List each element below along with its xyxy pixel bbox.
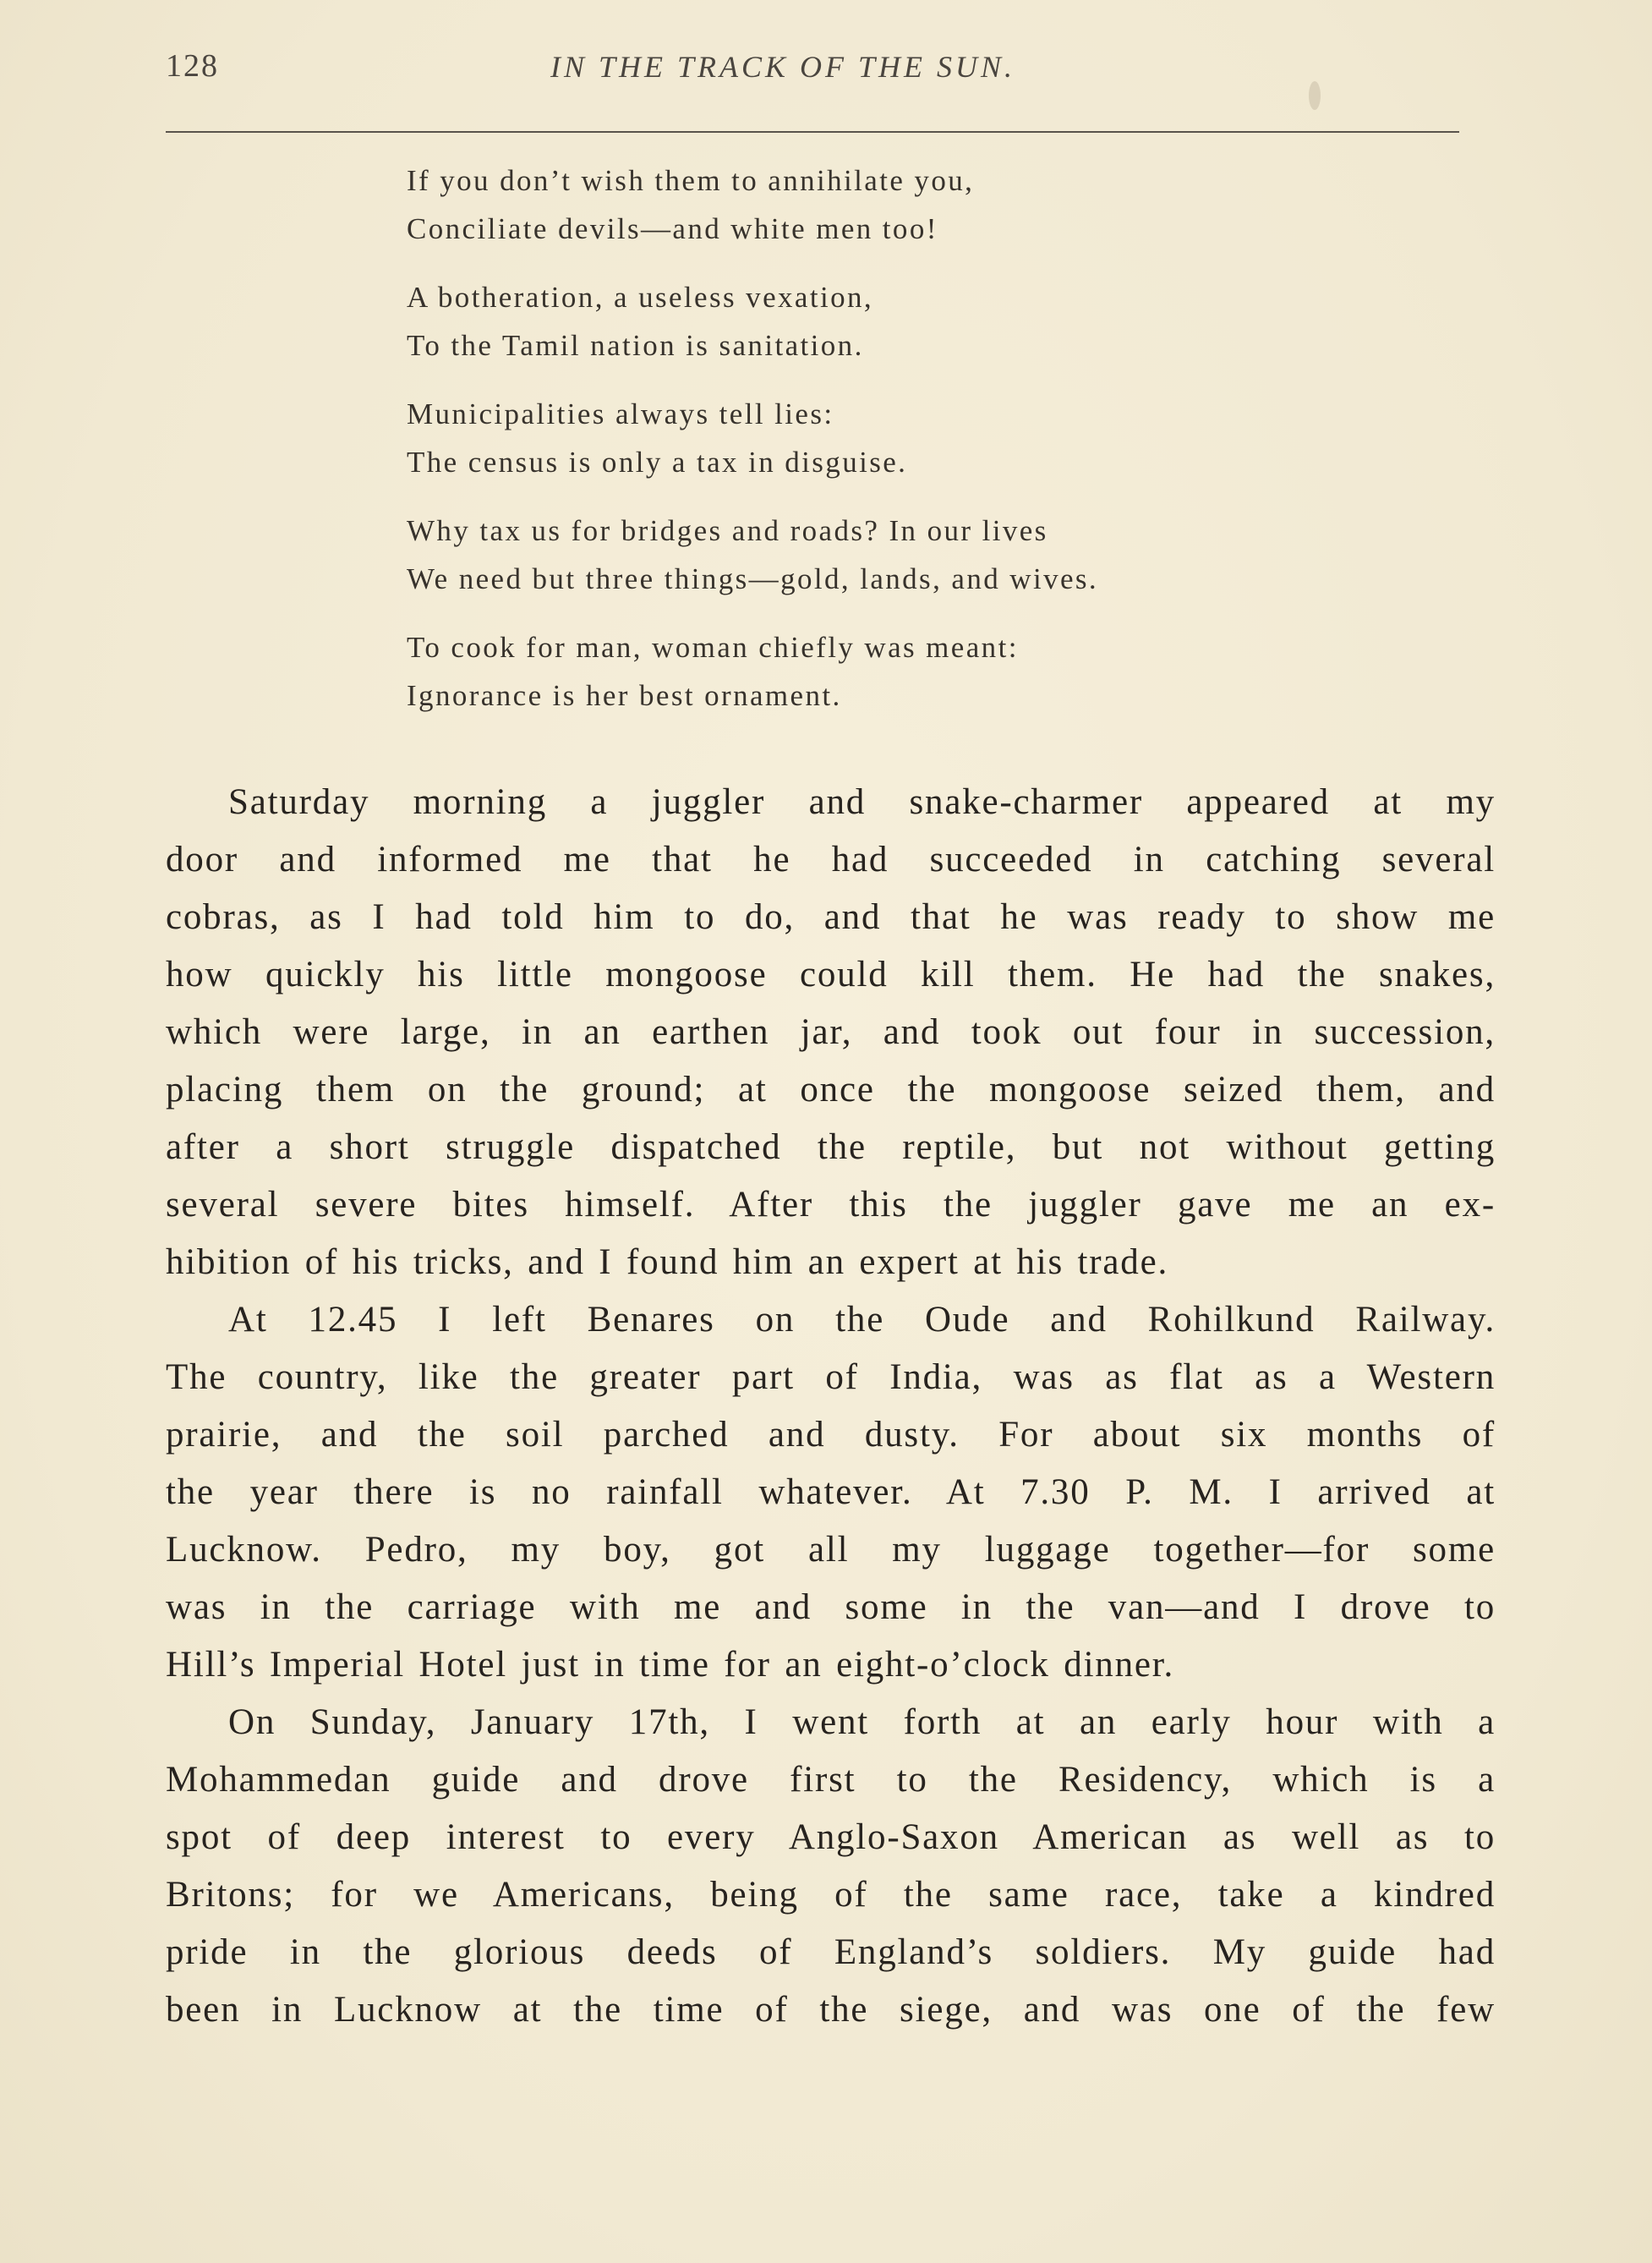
verse-line: Why tax us for bridges and roads? In our lives xyxy=(407,514,1048,547)
body-line: The country, like the greater part of India, was as flat as a Western xyxy=(166,1357,1496,1397)
body-line: several severe bites himself. After this the juggler gave me an ex- xyxy=(166,1185,1496,1225)
verse-line: Ignorance is her best ornament. xyxy=(407,679,842,712)
body-line: Britons; for we Americans, being of the same race, take a kindred xyxy=(166,1875,1496,1915)
verse-line: To cook for man, woman chiefly was meant: xyxy=(407,631,1019,664)
body-line: Lucknow. Pedro, my boy, got all my luggage together—for some xyxy=(166,1530,1496,1570)
body-line: was in the carriage with me and some in the van—and I drove to xyxy=(166,1587,1496,1627)
body-line: prairie, and the soil parched and dusty. For about six months of xyxy=(166,1415,1496,1455)
body-line: how quickly his little mongoose could kill them. He had the snakes, xyxy=(166,955,1496,995)
body-line: On Sunday, January 17th, I went forth at an early hour with a xyxy=(228,1702,1496,1742)
verse-line: We need but three things—gold, lands, and wives. xyxy=(407,562,1099,595)
stanza xyxy=(407,623,1379,720)
verse-block xyxy=(407,156,1379,740)
body-line: cobras, as I had told him to do, and that he was ready to show me xyxy=(166,897,1496,937)
body-line: which were large, in an earthen jar, and took out four in succession, xyxy=(166,1012,1496,1052)
body-text xyxy=(166,774,1496,2039)
verse-line: Conciliate devils—and white men too! xyxy=(407,212,938,245)
stanza xyxy=(407,156,1379,253)
running-title: IN THE TRACK OF THE SUN. xyxy=(550,50,1016,84)
body-line: spot of deep interest to every Anglo-Saxon American as well as to xyxy=(166,1817,1496,1857)
verse-line: Municipalities always tell lies: xyxy=(407,397,834,430)
body-line: placing them on the ground; at once the mongoose seized them, and xyxy=(166,1070,1496,1110)
header-rule xyxy=(166,131,1459,133)
verse-line: If you don’t wish them to annihilate you, xyxy=(407,164,975,197)
verse-line: A botheration, a useless vexation, xyxy=(407,281,874,314)
stanza xyxy=(407,507,1379,603)
body-line: hibition of his tricks, and I found him an expert at his trade. xyxy=(166,1242,1169,1282)
stanza xyxy=(407,390,1379,486)
body-line: the year there is no rainfall whatever. At 7.30 P. M. I arrived at xyxy=(166,1472,1496,1512)
verse-line: To the Tamil nation is sanitation. xyxy=(407,329,864,362)
body-line: At 12.45 I left Benares on the Oude and Rohilkund Railway. xyxy=(228,1300,1496,1340)
body-line: been in Lucknow at the time of the siege, and was one of the few xyxy=(166,1990,1496,2030)
stanza xyxy=(407,273,1379,370)
body-line: door and informed me that he had succeeded in catching several xyxy=(166,840,1496,879)
body-line: pride in the glorious deeds of England’s soldiers. My guide had xyxy=(166,1932,1496,1972)
body-line: Hill’s Imperial Hotel just in time for an eight-o’clock dinner. xyxy=(166,1645,1175,1685)
verse-line: The census is only a tax in disguise. xyxy=(407,446,908,479)
body-line: Mohammedan guide and drove first to the Residency, which is a xyxy=(166,1760,1496,1800)
body-line: Saturday morning a juggler and snake-charmer appeared at my xyxy=(228,782,1496,822)
body-line: after a short struggle dispatched the reptile, but not without getting xyxy=(166,1127,1496,1167)
page-number: 128 xyxy=(166,48,219,84)
running-head xyxy=(166,47,1459,90)
